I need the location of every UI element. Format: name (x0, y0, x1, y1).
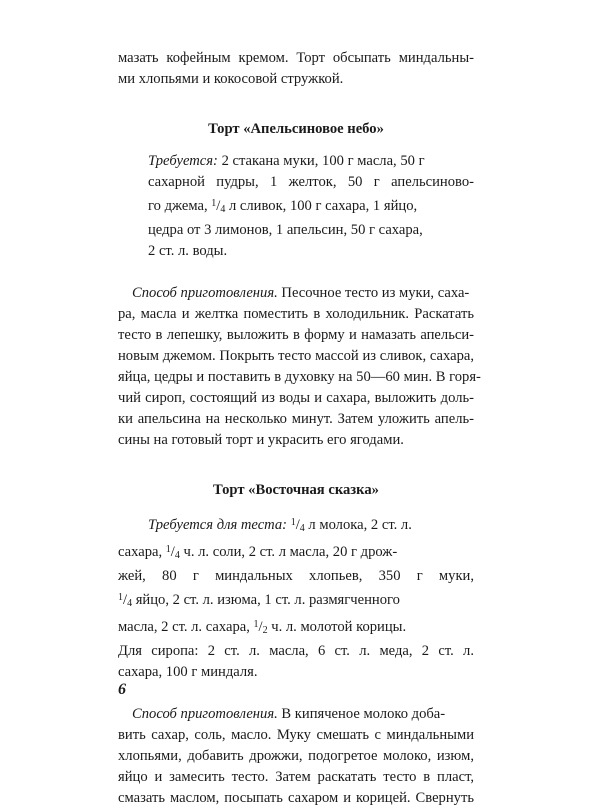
method-paragraph-body (118, 304, 481, 451)
ingredients-block (118, 151, 474, 262)
text-line: ки апельсина на несколько минут. Затем уложить апель- (118, 411, 474, 427)
text-line: мазать кофейным кремом. Торт обсыпать миндальны- (118, 50, 474, 66)
fraction-numerator: 1 (211, 198, 217, 209)
text-line: Требуется для теста: $^1/_4$ л молока, 2 ст. л. (148, 517, 412, 534)
text-line: $^1/_4$ яйцо, 2 ст. л. изюма, 1 ст. л. размягченного (118, 592, 400, 609)
ingredients-block (118, 512, 474, 539)
text-line: вить сахар, соль, масло. Муку смешать с миндальными (118, 727, 474, 743)
text-line: сины на готовый торт и украсить его ягодами. (118, 432, 404, 448)
ingredients-continued (118, 539, 474, 683)
method-paragraph-body (118, 725, 474, 809)
method-paragraph (118, 704, 474, 725)
text-line: смазать маслом, посыпать сахаром и корицей. Свернуть (118, 790, 474, 806)
text-line: тесто в лепешку, выложить в форму и намазать апельси- (118, 327, 474, 343)
text-line: Способ приготовления. Песочное тесто из муки, саха- (132, 285, 470, 301)
method-label: Способ приготовления. (132, 285, 278, 301)
method-paragraph (118, 283, 474, 304)
method-label: Способ приготовления. (132, 706, 278, 722)
fraction-denominator: 4 (220, 204, 226, 215)
text-line: сахара, $^1/_4$ ч. л. соли, 2 ст. л масла, 20 г дрож- (118, 544, 398, 561)
text-line: Требуется: 2 стакана муки, 100 г масла, 50 г (148, 153, 425, 169)
intro-paragraph (118, 48, 474, 90)
text-line: Для сиропа: 2 ст. л. масла, 6 ст. л. меда, 2 ст. л. (118, 643, 474, 659)
text-line: яйцо и замесить тесто. Затем раскатать тесто в пласт, (118, 769, 474, 785)
text-line: го джема, $^1/_4$ л сливок, 100 г сахара, 1 яйцо, (148, 198, 418, 215)
page-number: 6 (118, 681, 126, 698)
text-line: ми хлопьями и кокосовой стружкой. (118, 71, 344, 87)
text-line: хлопьями, добавить дрожжи, подогретое молоко, изюм, (118, 748, 474, 764)
text-line: Способ приготовления. В кипяченое молоко доба- (132, 706, 446, 722)
requires-label: Требуется для теста: (148, 517, 288, 533)
recipe-title: Торт «Восточная сказка» (213, 482, 379, 498)
text-line: сахарной пудры, 1 желток, 50 г апельсиново- (148, 174, 474, 190)
text-line: чий сироп, состоящий из воды и сахара, выложить доль- (118, 390, 474, 406)
page-body (118, 48, 481, 809)
text-line: новым джемом. Покрыть тесто массой из сливок, сахара, (118, 348, 474, 364)
requires-label: Требуется: (148, 153, 218, 169)
text-line: сахара, 100 г миндаля. (118, 664, 258, 680)
text-line: 2 ст. л. воды. (148, 243, 228, 259)
text-line: цедра от 3 лимонов, 1 апельсин, 50 г сахара, (148, 222, 423, 238)
text-line: яйца, цедры и поставить в духовку на 50—60 мин. В горя- (118, 369, 481, 385)
recipe-title: Торт «Апельсиновое небо» (208, 121, 384, 137)
text-line: жей, 80 г миндальных хлопьев, 350 г муки, (118, 568, 474, 584)
text-line: масла, 2 ст. л. сахара, $^1/_2$ ч. л. молотой корицы. (118, 619, 407, 636)
text-line: ра, масла и желтка поместить в холодильник. Раскатать (118, 306, 474, 322)
